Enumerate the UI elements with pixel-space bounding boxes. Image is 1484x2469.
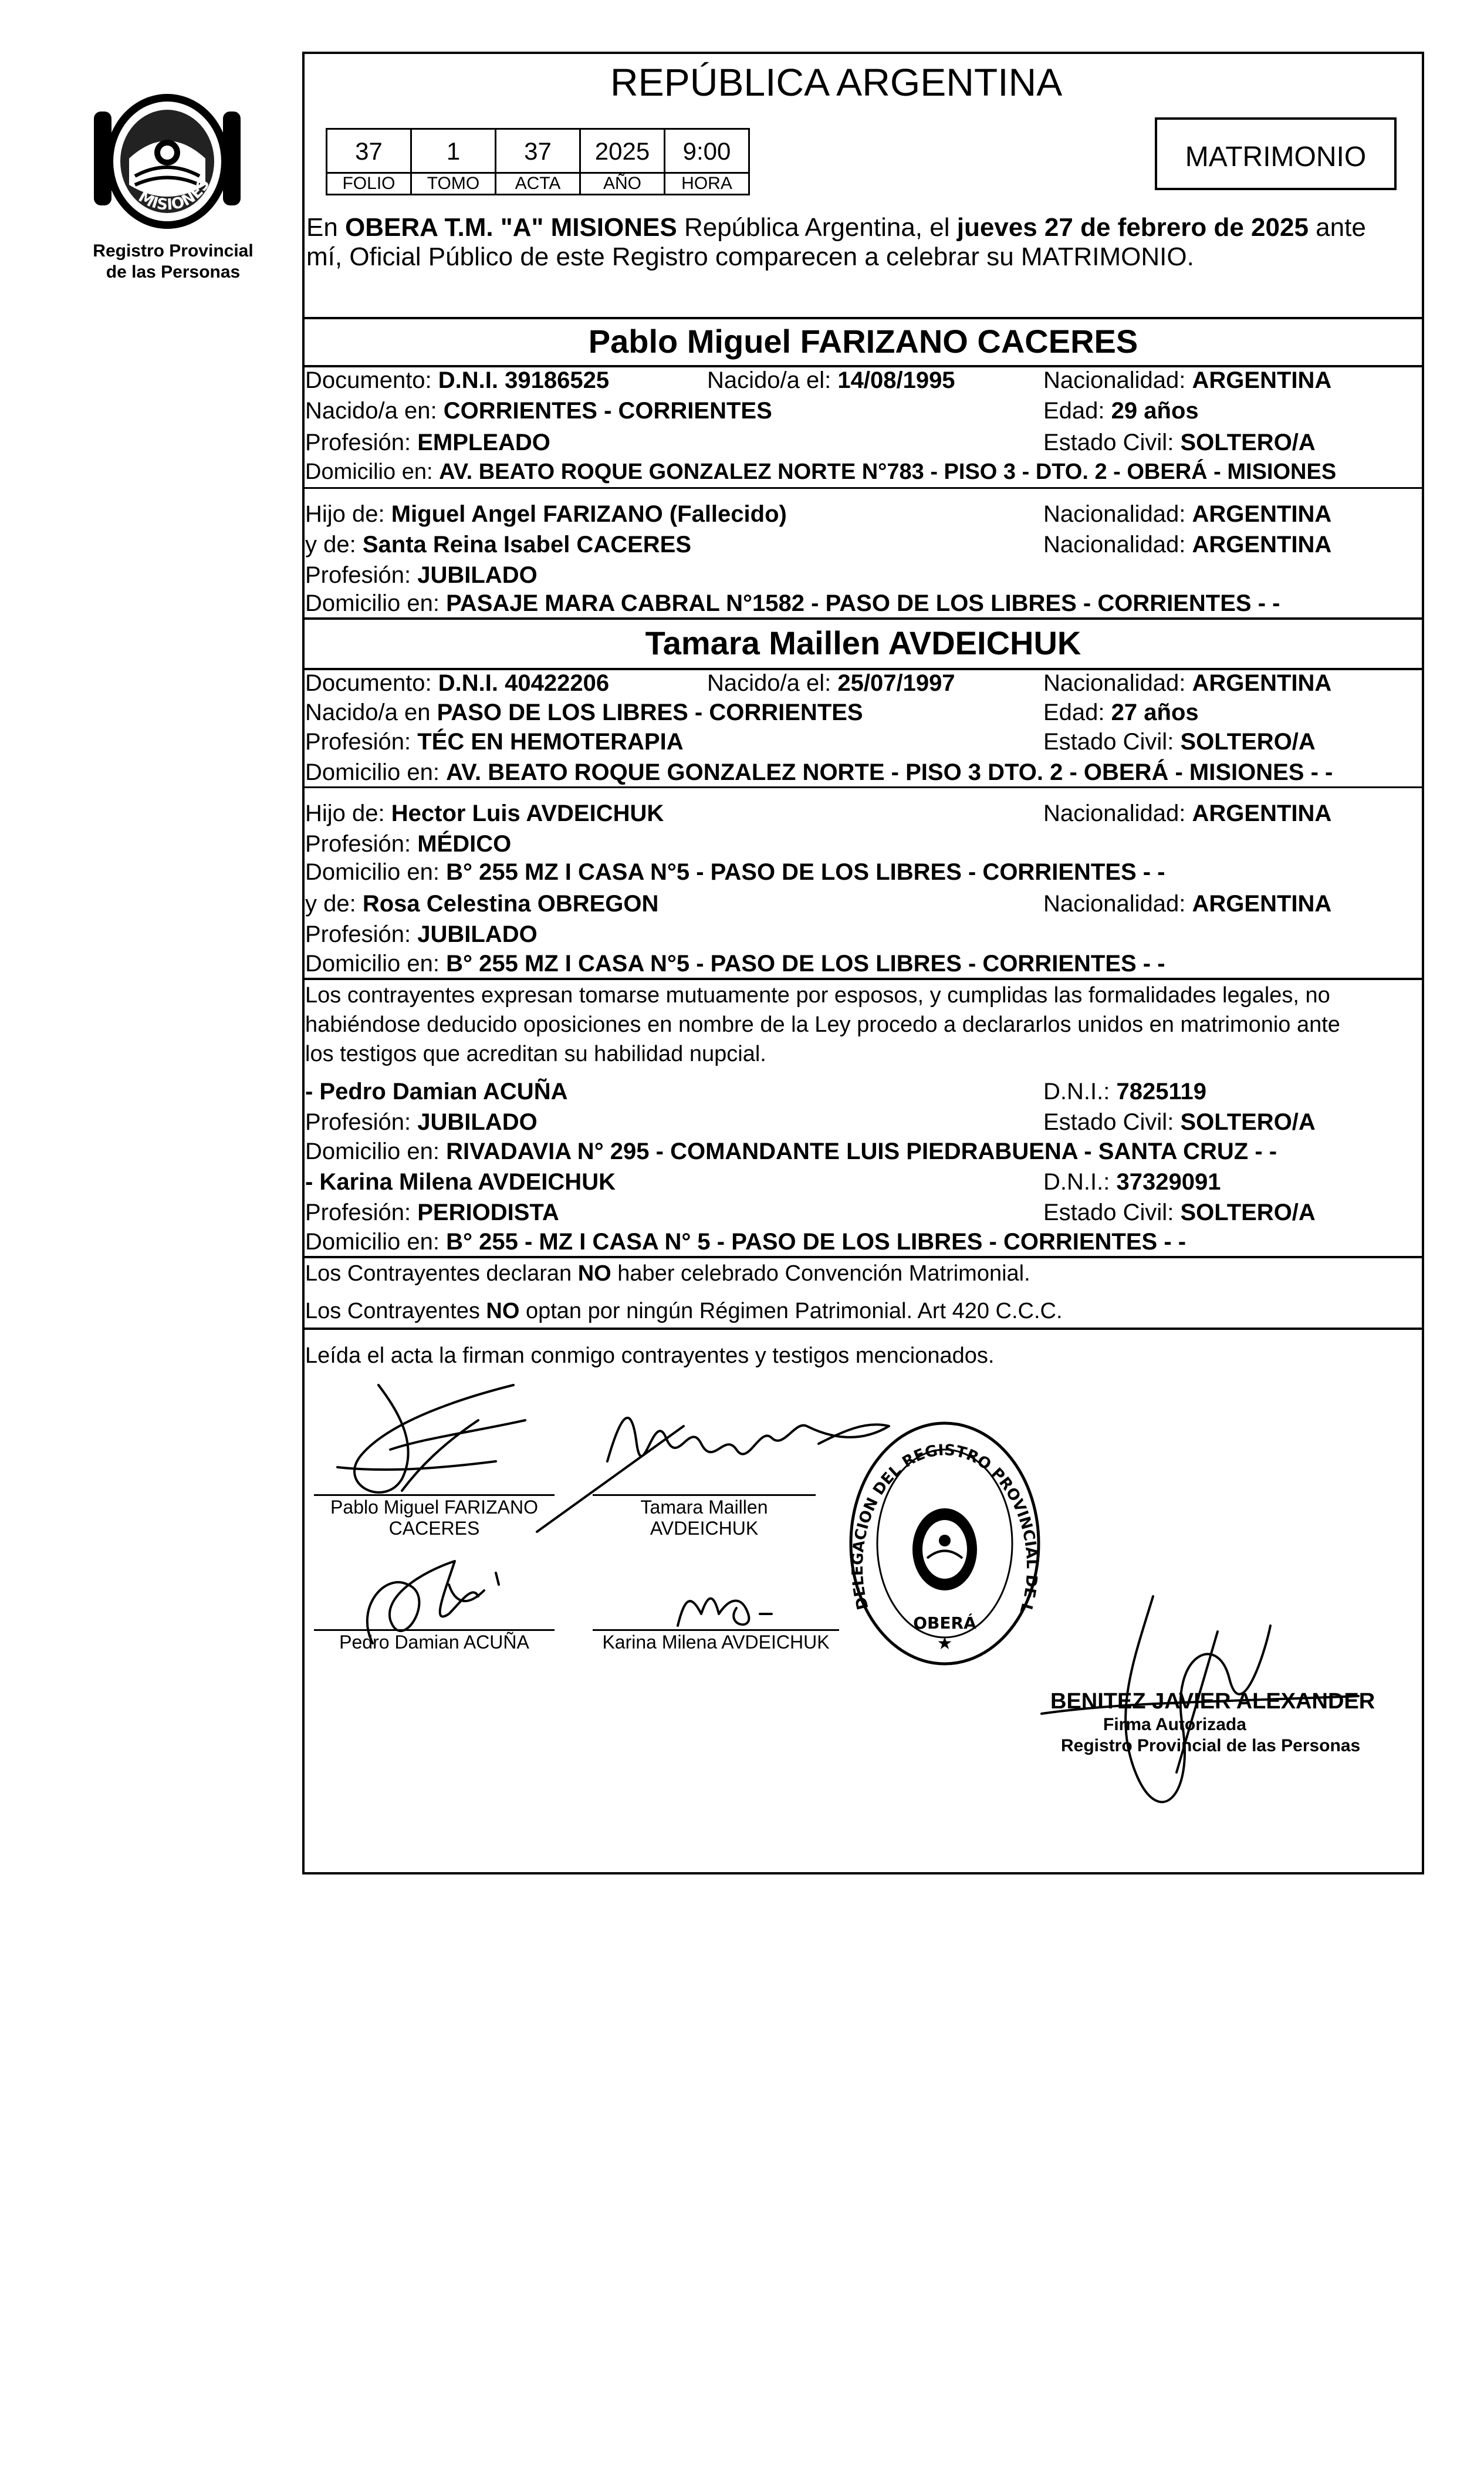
- groom-nationality: Nacionalidad: ARGENTINA: [1043, 367, 1332, 393]
- closing-text: Leída el acta la firman conmigo contrayentes y testigos mencionados.: [305, 1343, 995, 1368]
- groom-mother: y de: Santa Reina Isabel CACERES: [305, 532, 692, 558]
- official-name: BENITEZ JAVIER ALEXANDER: [1050, 1689, 1375, 1714]
- acta-value: 37: [524, 137, 552, 165]
- intro-line-2: mí, Oficial Público de este Registro comparecen a celebrar su MATRIMONIO.: [306, 242, 1194, 271]
- bride-signature: [537, 1418, 889, 1532]
- tomo-label: TOMO: [427, 174, 480, 193]
- bride-birthplace: Nacido/a en PASO DE LOS LIBRES - CORRIENTES: [305, 700, 863, 725]
- witness-2-dni: D.N.I.: 37329091: [1043, 1169, 1221, 1195]
- hora-label: HORA: [681, 174, 732, 193]
- acta-label: ACTA: [515, 174, 561, 193]
- witness-1-profession: Profesión: JUBILADO: [305, 1109, 538, 1135]
- bride-father-nationality: Nacionalidad: ARGENTINA: [1043, 801, 1332, 826]
- witness-2-profession: Profesión: PERIODISTA: [305, 1200, 559, 1225]
- witness-2-signature: [678, 1599, 772, 1626]
- folio-value: 37: [355, 137, 383, 165]
- witness-1-civil-status: Estado Civil: SOLTERO/A: [1043, 1109, 1316, 1135]
- bride-mother-profession: Profesión: JUBILADO: [305, 921, 538, 947]
- bride-doc: Documento: D.N.I. 40422206: [305, 670, 610, 696]
- hora-value: 9:00: [682, 137, 731, 165]
- tomo-value: 1: [446, 137, 461, 165]
- page-title: REPÚBLICA ARGENTINA: [610, 60, 1063, 104]
- bride-nationality: Nacionalidad: ARGENTINA: [1043, 670, 1332, 696]
- bride-age: Edad: 27 años: [1043, 700, 1199, 725]
- bride-father-profession: Profesión: MÉDICO: [305, 831, 512, 857]
- bride-name: Tamara Maillen AVDEICHUK: [645, 624, 1081, 661]
- intro-line-1: [306, 212, 1366, 243]
- stamp-ring-text: DELEGACION DEL REGISTRO PROVINCIAL DE L: [849, 1441, 1041, 1616]
- witness-2-civil-status: Estado Civil: SOLTERO/A: [1043, 1200, 1316, 1225]
- bride-father-address: Domicilio en: B° 255 MZ I CASA N°5 - PASO DE LOS LIBRES - CORRIENTES - -: [305, 859, 1165, 885]
- witness-2-signature-label: Karina Milena AVDEICHUK: [602, 1632, 830, 1653]
- groom-profession: Profesión: EMPLEADO: [305, 430, 550, 455]
- intro-text-3: ante: [1308, 213, 1366, 242]
- groom-mother-nationality: Nacionalidad: ARGENTINA: [1043, 532, 1332, 558]
- groom-birthplace: Nacido/a en: CORRIENTES - CORRIENTES: [305, 398, 772, 424]
- witness-1-signature: [367, 1561, 499, 1643]
- declaration-line-3: los testigos que acreditan su habilidad nupcial.: [305, 1042, 766, 1066]
- official-authorized: Firma Autorizada: [1103, 1715, 1246, 1734]
- stamp-graphic: [845, 1414, 1044, 1673]
- bride-profession: Profesión: TÉC EN HEMOTERAPIA: [305, 729, 684, 755]
- groom-signature-label-1: Pablo Miguel FARIZANO: [330, 1497, 538, 1518]
- misiones-coat-of-arms: [88, 82, 246, 235]
- groom-parents-address: Domicilio en: PASAJE MARA CABRAL N°1582 - PASO DE LOS LIBRES - CORRIENTES - -: [305, 590, 1280, 616]
- intro-place: OBERA T.M. "A" MISIONES: [345, 213, 677, 242]
- groom-name: Pablo Miguel FARIZANO CACERES: [588, 323, 1138, 360]
- convention-line-2: Los Contrayentes NO optan por ningún Régimen Patrimonial. Art 420 C.C.C.: [305, 1299, 1063, 1323]
- act-type-box: [1155, 117, 1397, 190]
- bride-mother-address: Domicilio en: B° 255 MZ I CASA N°5 - PASO DE LOS LIBRES - CORRIENTES - -: [305, 951, 1165, 977]
- bride-mother-nationality: Nacionalidad: ARGENTINA: [1043, 891, 1332, 917]
- witness-1-name: - Pedro Damian ACUÑA: [305, 1079, 568, 1105]
- logo-ring-bottom: MISIONES: [135, 175, 214, 214]
- groom-father-nationality: Nacionalidad: ARGENTINA: [1043, 501, 1332, 527]
- groom-signature-label-2: CACERES: [388, 1518, 480, 1539]
- groom-doc: Documento: D.N.I. 39186525: [305, 367, 610, 393]
- groom-father: Hijo de: Miguel Angel FARIZANO (Fallecido): [305, 501, 787, 527]
- bride-address: Domicilio en: AV. BEATO ROQUE GONZALEZ NORTE - PISO 3 DTO. 2 - OBERÁ - MISIONES - -: [305, 759, 1333, 785]
- declaration-line-1: Los contrayentes expresan tomarse mutuamente por esposos, y cumplidas las formalidades legales, no: [305, 983, 1330, 1008]
- groom-age: Edad: 29 años: [1043, 398, 1199, 424]
- bride-signature-label-2: AVDEICHUK: [650, 1518, 759, 1539]
- witness-1-address: Domicilio en: RIVADAVIA N° 295 - COMANDANTE LUIS PIEDRABUENA - SANTA CRUZ - -: [305, 1139, 1277, 1164]
- intro-text: En: [306, 213, 346, 242]
- groom-parents-profession: Profesión: JUBILADO: [305, 562, 538, 588]
- witness-2-name: - Karina Milena AVDEICHUK: [305, 1169, 616, 1195]
- declaration-line-2: habiéndose deducido oposiciones en nombre de la Ley procedo a declararlos unidos en matrimonio ante: [305, 1012, 1340, 1037]
- groom-address: Domicilio en: AV. BEATO ROQUE GONZALEZ NORTE N°783 - PISO 3 - DTO. 2 - OBERÁ - MISIONES: [305, 460, 1337, 484]
- bride-father: Hijo de: Hector Luis AVDEICHUK: [305, 801, 664, 826]
- bride-signature-label-1: Tamara Maillen: [640, 1497, 768, 1518]
- witness-2-address: Domicilio en: B° 255 - MZ I CASA N° 5 - PASO DE LOS LIBRES - CORRIENTES - -: [305, 1229, 1186, 1255]
- logo-caption-2: de las Personas: [106, 262, 241, 282]
- logo-caption-1: Registro Provincial: [93, 241, 253, 261]
- anio-value: 2025: [594, 137, 650, 165]
- bride-born: Nacido/a el: 25/07/1997: [707, 670, 955, 696]
- stamp-star-icon: ★: [937, 1633, 953, 1654]
- bride-civil-status: Estado Civil: SOLTERO/A: [1043, 729, 1316, 755]
- act-type: MATRIMONIO: [1185, 141, 1367, 173]
- groom-signature: [337, 1385, 525, 1492]
- anio-label: AÑO: [603, 174, 641, 193]
- intro-text-2: República Argentina, el: [677, 213, 957, 242]
- groom-born: Nacido/a el: 14/08/1995: [707, 367, 955, 393]
- witness-1-dni: D.N.I.: 7825119: [1043, 1079, 1206, 1105]
- folio-label: FOLIO: [342, 174, 395, 193]
- logo-ring-top: [88, 82, 211, 86]
- groom-civil-status: Estado Civil: SOLTERO/A: [1043, 430, 1316, 455]
- witness-1-signature-label: Pedro Damian ACUÑA: [339, 1632, 529, 1653]
- stamp-city: OBERÁ: [913, 1613, 976, 1633]
- bride-mother: y de: Rosa Celestina OBREGON: [305, 891, 659, 917]
- intro-date: jueves 27 de febrero de 2025: [956, 213, 1309, 242]
- registry-logo: [88, 82, 246, 235]
- convention-line-1: Los Contrayentes declaran NO haber celebrado Convención Matrimonial.: [305, 1261, 1030, 1286]
- official-registry: Registro Provincial de las Personas: [1061, 1736, 1361, 1755]
- registry-stamp: [845, 1414, 1044, 1673]
